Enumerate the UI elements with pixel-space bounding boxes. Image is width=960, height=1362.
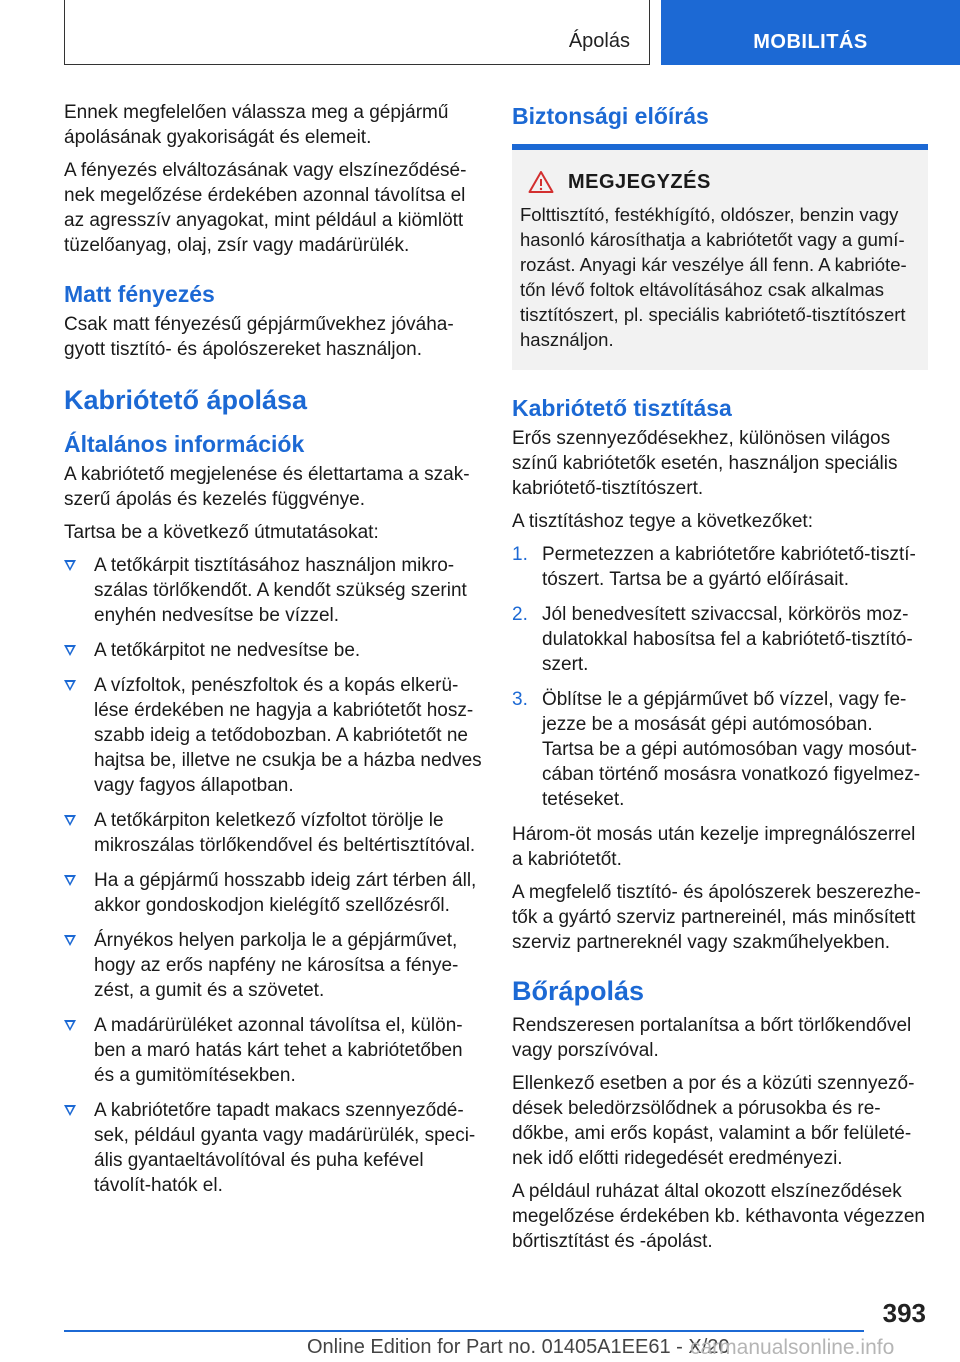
triangle-bullet-icon <box>64 645 76 656</box>
list-item-text: Árnyékos helyen parkolja le a gépjárművet, hogy az erős napfény ne károsítsa a fénye-zést, a gumit és a szövetet. <box>94 930 459 1001</box>
header-chapter-tab[interactable]: MOBILITÁS <box>661 0 960 65</box>
paragraph: Három-öt mosás után kezelje impregnálószerrel a kabriótetőt. <box>512 824 916 870</box>
list-item <box>64 1098 484 1198</box>
paragraph: A megfelelő tisztító- és ápolószerek beszerezhe-tők a gyártó szerviz partnereinél, más minősített szerviz partnereknél vagy szakműhelyekben. <box>512 882 921 953</box>
list-item-text: A madárürüléket azonnal távolítsa el, külön-ben a maró hatás kárt tehet a kabriótetőben és a gumitömítésekben. <box>94 1015 463 1086</box>
paragraph: A például ruházat által okozott elszíneződések megelőzése érdekében kb. kéthavonta végezzen bőrtisztítást és -ápolást. <box>512 1181 925 1252</box>
list-item-text: Ha a gépjármű hosszabb ideig zárt térben áll, akkor gondoskodjon kielégítő szellőzésről. <box>94 870 477 916</box>
list-item-text: A vízfoltok, penészfoltok és a kopás elkerü-lése érdekében ne hagyja a kabriótetőt hosz-szabb ideig a tetődobozban. A kabriótetőt ne hajtsa be, illetve ne csukja be a házba nedves vagy fagyos állapotban. <box>94 675 482 796</box>
step-number: 3. <box>512 689 528 710</box>
list-item <box>512 687 928 812</box>
header-box <box>64 0 650 65</box>
step-number: 2. <box>512 604 528 625</box>
list-item-text: A tetőkárpitot ne nedvesítse be. <box>94 640 361 661</box>
right-column <box>512 100 928 1262</box>
heading-borapolas: Bőrápolás <box>512 976 645 1006</box>
page-number: 393 <box>882 1298 926 1328</box>
triangle-bullet-icon <box>64 875 76 886</box>
note-header <box>520 170 920 194</box>
heading-biztonsagi: Biztonsági előírás <box>512 103 709 129</box>
paragraph: Csak matt fényezésű gépjárművekhez jóváha-gyott tisztító- és ápolószereket használjon. <box>64 314 454 360</box>
warning-triangle-icon <box>528 170 554 194</box>
paragraph: A kabriótető megjelenése és élettartama a szak-szerű ápolás és kezelés függvénye. <box>64 464 470 510</box>
page-header <box>0 0 960 66</box>
paragraph: Ellenkező esetben a por és a közúti szennyező-dések beledörzsölődnek a pórusokba és re-dőkbe, ami erős kopást, valamint a bőr felületé-nek idő előtti ridegedését eredményezi. <box>512 1073 915 1169</box>
list-item-text: A tetőkárpit tisztításához használjon mikro-szálas törlőkendőt. A kendőt szükség szerint enyhén nedvesítse be vízzel. <box>94 555 467 626</box>
numbered-list <box>512 542 928 812</box>
list-item <box>64 638 484 663</box>
list-item-text: A tetőkárpiton keletkező vízfoltot törölje le mikroszálas törlőkendővel és beltértisztítóval. <box>94 810 476 856</box>
paragraph: Erős szennyeződésekhez, különösen világos színű kabriótetők esetén, használjon speciális kabriótető-tisztítószert. <box>512 428 898 499</box>
list-item <box>64 1013 484 1088</box>
triangle-bullet-icon <box>64 680 76 691</box>
paragraph: Ennek megfelelően válassza meg a gépjármű ápolásának gyakoriságát és elemeit. <box>64 102 449 148</box>
heading-altalanos: Általános információk <box>64 431 305 457</box>
header-section-title: Ápolás <box>568 30 630 52</box>
paragraph: Rendszeresen portalanítsa a bőrt törlőkendővel vagy porszívóval. <box>512 1015 912 1061</box>
list-item <box>512 602 928 677</box>
list-item <box>64 808 484 858</box>
list-item-text: A kabriótetőre tapadt makacs szennyeződé-sek, például gyanta vagy madárürülék, speci-ális gyantaeltávolítóval és puha kefével távolít-hatók el. <box>94 1100 476 1196</box>
list-item <box>64 928 484 1003</box>
left-column <box>64 100 484 1208</box>
heading-matt: Matt fényezés <box>64 281 215 307</box>
note-text: Folttisztító, festékhígító, oldószer, benzin vagy hasonló károsíthatja a kabriótetőt vagy a gumí-rozást. Anyagi kár veszélye áll fenn. A kabrióte-tőn lévő foltok eltávolításához csak alkalmas tisztítószert, pl. speciális kabriótető-tisztítószert használjon. <box>520 204 907 350</box>
triangle-bullet-icon <box>64 560 76 571</box>
list-item <box>64 868 484 918</box>
triangle-bullet-icon <box>64 1020 76 1031</box>
list-item <box>512 542 928 592</box>
paragraph: A fényezés elváltozásának vagy elszíneződésé-nek megelőzése érdekében azonnal távolítsa el az agresszív anyagokat, mint például a kiömlött tüzelőanyag, olaj, zsír vagy madárürülék. <box>64 160 467 256</box>
triangle-bullet-icon <box>64 1105 76 1116</box>
heading-kabrio-tisztitasa: Kabriótető tisztítása <box>512 395 732 421</box>
footer-divider <box>64 1330 864 1332</box>
list-item <box>64 553 484 628</box>
edition-text: Online Edition for Part no. 01405A1EE61 - X/20 <box>307 1336 730 1358</box>
list-item <box>64 673 484 798</box>
paragraph: Tartsa be a következő útmutatásokat: <box>64 522 379 543</box>
watermark-text: carmanualsonline.info <box>690 1336 895 1359</box>
triangle-bullet-icon <box>64 935 76 946</box>
bullet-list <box>64 553 484 1198</box>
heading-kabrio-apolasa: Kabriótető ápolása <box>64 385 308 415</box>
step-number: 1. <box>512 544 528 565</box>
paragraph: A tisztításhoz tegye a következőket: <box>512 511 813 532</box>
list-item-text: Permetezzen a kabriótetőre kabriótető-tisztí-tószert. Tartsa be a gyártó előírásait. <box>542 544 916 590</box>
list-item-text: Öblítse le a gépjárművet bő vízzel, vagy fe-jezze be a mosását gépi autómosóban. Tartsa be a gépi autómosóban vagy mosóut-cában történő mosásra vonatkozó figyelmez-tetéseket. <box>542 689 921 810</box>
list-item-text: Jól benedvesített szivaccsal, körkörös moz-dulatokkal habosítsa fel a kabriótető-tisztító-szert. <box>542 604 913 675</box>
note-title: MEGJEGYZÉS <box>568 170 711 193</box>
triangle-bullet-icon <box>64 815 76 826</box>
note-box <box>512 144 928 370</box>
